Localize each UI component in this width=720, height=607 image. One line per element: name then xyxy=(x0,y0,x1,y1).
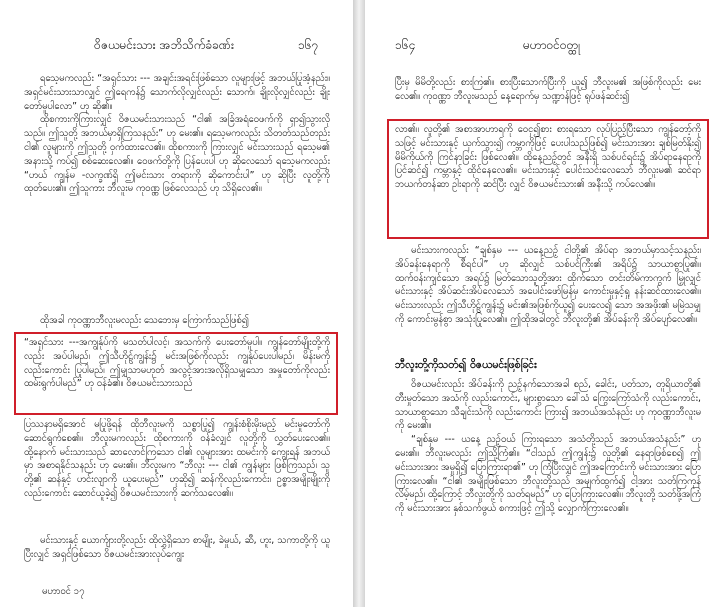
paragraph: ပြဿနာမရှိအောင် မပြုဖို့ရန် ထိုဘီလူးမကို သစ္စာပြု၍ ကျွန်းစံစိုးမိုးမည့် မင်းမှုတော်ကို ဆောင်ရွက်စေ၏။ ဘီလူးမကလည်း ထိုစကားကို ဝန်ခံလျှင် လူတို့ကို လွှတ်ပေးလေ၏။ ထို့နောက် မင်းသားသည် ဆာလောင်ကြသော ငါ၏ လူများအား ထမင်းကို ကျွေးရန် အဘယ်မှာ အစာရနိုင်သနည်း ဟု မေး၏။ ဘီလူးမက “ဘီလူး --- ငါ၏ ကျွန်များ ဖြစ်ကြသည်၊ သူတို့၏ ဆန်နှင့် ဟင်းလျာကို ယူပေးမည်” ဟုဆို၍ ဆန်ကိုလည်းကောင်း၊ ဥစ္စာအမျိုးမျိုးကိုလည်းကောင်း ဆောင်ယူခဲ့၍ ဝိဇယမင်းသားကို ဆက်သလေ၏။ xyxy=(24,419,330,499)
text-block-mid xyxy=(24,418,330,530)
text-block-top xyxy=(395,76,701,118)
highlighted-passage xyxy=(395,123,701,235)
text-block-bottom xyxy=(395,378,701,600)
paragraph: မင်းသားနှင့် ယောက်ျားတို့လည်း ထိုလွှဲရှိသော စာမျိုး, ခဲမှုယ်, ဆီ, ဟူး, သကာတို့ကို ယူပြီးလျှင် အရှင်ဖြစ်သော ဝိဇယမင်းအားလုပ်ကျွေး xyxy=(24,535,330,560)
section-heading: ဘီလူးတို့ကိုသတ်၍ ဝိဇယမင်းဖြစ်ခြင်း xyxy=(395,359,537,371)
paragraph: “ချစ်နှမ --- ယနေ့ ညဉ့်ဝယ် ကြားရသော အသံတို့သည် အဘယ်အသံနည်း” ဟု မေး၏။ ဘီလူးမလည်း ဤသို့ကြံ၏။ “ငါသည် ဤကျွန်း၌ လူတို့၏ နေရာဖြစ်စေ၍ ဤမင်းသားအား အမှုရှိ၍ ပြောကြားရာ၏” ဟု ကြံပြီးလျှင် ဤအကြောင်းကို မင်းသားအား ပြောကြားလေ၏။ “ငါ၏ အမျိုးဖြစ်သော ဘီလူးတို့သည် အမျက်ထွက်၍ ငါ့အား သတ်ကြကုန်လိမ့်မည်၊ ထို့ကြောင့် ဘီလူးတို့ကို သတ်ရမည်” ဟု ပြောကြားလေ၏။ ဘီလူးတို့ သတ်ဖို့အကြံကို မင်းသားအား နှစ်သက်ဖွယ် စကားဖြင့် ဤသို့ လျှောက်ကြားလေ၏။ xyxy=(395,434,701,515)
book-gutter xyxy=(353,0,365,607)
page-footer: မဟာဝင် ၁၇ xyxy=(42,586,85,597)
paragraph: ရသေ့မကလည်း “အရှင်သား --- အချင်းအရင်းဖြစ်သော လူများဖြင့် အဘယ်ပြုအံ့နည်း။ အရှင်မင်းသားသာလျှင် ဤရေကန်၌ သောက်လိုလျှင်လည်း သောက်၊ ချိုးလိုလျှင်လည်း ချိုးတော်မူပါလော” ဟု ဆို၏။ xyxy=(24,73,330,112)
paragraph: ပြီးမှ မိမိတို့လည်း စားကြ၏။ စားပြီးသောက်ပြီးကို ယူ၍ ဘီလူးမ၏ အဖြစ်ကိုလည်း မေးလေ၏။ ကုဝဏ္ဏာ ဘီလူးမသည် နေ့ရောက်မှ သဏ္ဍာန်ဖြင့် ရုပ်ဖန်ဆင်း၍ xyxy=(395,77,701,102)
running-title: ဝိဇယမင်းသား အဘိသိက်ခံခဏ်း xyxy=(94,38,235,52)
paragraph: ထိုစကားကိုကြားလျှင် ဝိဇယမင်းသားသည် “ငါ၏ အခြံအရံဝေဖက်ကို ရှာ၍သွားလိုသည်။ ဤသူတို့ အဘယ်မှာရှိကြသနည်း” ဟု မေး၏။ ရသေ့မကလည်း သိတတ်သည်တည်း ငါ၏ လူများကို ဤသူတို့ ဝှက်ထားလေ၏။ ထိုစကားကို ကြားလျှင် မင်းသားသည် ရသေ့မ၏ အနားသို့ ကပ်၍ စစ်ဆေးလေ၏။ ဝေဖက်တို့ကို ပြန်ပေးပါ ဟု ဆိုလေသော် ရသေ့မကလည်း “ဟယ် ကျွန်မ -လက္ခဏ်ရှိ ဤမင်းသား တရားကို ဆိုကောင်းပါ” ဟု ဆိုပြီး လူတို့ကို ထုတ်ပေး၏။ ဤသူကား ဘီလူးမ ကုဝဏ္ဏ ဖြစ်လေသည် ဟု သိရှိလေ၏။ xyxy=(24,114,330,195)
paragraph: ဝိဇယမင်းလည်း အိပ်ခန်းကို ညဉ့်နက်သောအခါ စည်, ခေါင်း, ပတ်သာ, တူရိယာတို့၏ တီးမှုတ်သော အသံကို လည်းကောင်း, များစွာသော ခေါ်သံ ကြွေးကြော်သံကို လည်းကောင်း, သာယာစွာသော သီချင်းသံကို လည်းကောင်း ကြား၍ အဘယ်အသံနည်း ဟု ကုဝဏ္ဏာဘီလူးမကို မေး၏။ xyxy=(395,379,701,432)
paragraph: “အရှင်သား ---အကျွန်ုပ်ကို မသတ်ပါလင့်၊ အသက်ကို ပေးတော်မူပါ။ ကျွန်တော်မျိုးတို့ကိုလည်း အပ်ပါမည်၊ ဤသီဟိုဠ်ကျွန်း၌ မင်းအဖြစ်ကိုလည်း ကျွန်ုပ်ပေးပါမည်၊ မိန်းမကိုလည်းကောင်း ပြုပါမည်၊ ဤမျှသာမဟုတ် အလွင့်အားအလိုရှိသမျှသော အမှုတော်ကိုလည်း ထမ်းရွက်ပါမည်” ဟု ဝန်ခံ၏။ ဝိဇယမင်းသားသည် xyxy=(24,337,330,390)
running-title: မဟာဝင်ဝတ္ထု xyxy=(523,38,581,52)
left-page xyxy=(0,0,353,607)
paragraph: ထိုအခါ ကုဝဏ္ဏာဘီလူးမလည်း သေဘေးမှ ကြောက်သည်ဖြစ်၍ xyxy=(40,315,249,326)
page-number: ၁၆၇ xyxy=(298,38,319,52)
page-number: ၁၆၄ xyxy=(395,38,416,52)
highlighted-quote xyxy=(24,336,330,412)
text-line xyxy=(24,314,330,330)
text-block-mid xyxy=(395,244,701,352)
paragraph: မင်းသားကလည်း “ချစ်နှမ --- ယနေ့ညဉ့် ငါတို့၏ အိပ်ရာ အဘယ်မှာသင့်သနည်း၊ အိပ်ခန်းနေရာကို စီရင်ပါ” ဟု ဆိုလျှင် သစ်ပင်ကြီး၏ အရိပ်၌ သာယာစွာပြု၏။ ထက်ဝန်းကျင်သော အရပ်၌ မြတ်သောသူတို့အား ထိုက်သော တင်းတိမ်ကာကွက် မြှုလျှင် မင်းသားနှင့် အိပ်ဆင်းအိပ်လေသော် အပေါင်းဖော်မြန်မှ ကောင်းမှုနှင့်ရှု နန်းဆင်ထားလေ၏။ မင်းသားလည်း ဤသီဟိုဠ်ကျွန်း၌ မင်း၏အဖြစ်ကိုယူ၍ ပေးလေ၍ သော အအဖိုး၏ မမြဲသမျှကို ကောင်းမွန်စွာ အသုံးပြုလေ၏။ ဤထိုအခါတွင် ဘီလူးတို့၏ အိပ်ခန်းကို အိပ်ပျော်လေ၏။ xyxy=(395,245,701,325)
text-block-top xyxy=(24,72,330,332)
right-page xyxy=(365,0,720,607)
paragraph: လာ၏။ လူတို့၏ အစာအာဟာရကို ဝေငှ၍စား စားရသော လုပ်ပြည့်ပြီးသော ကျွန်တော့်ကိုသဖြင့် မင်းသားနှင့် ယှက်သွား၍ ကမ္ဘာကိုဖြင့် ပေးပါသည်ဖြစ်၍ မင်းသားအား ချစ်မြတ်နိုး၍ မိမိကိုယ်ကို ကြင်နာခြင်း ဖြစ်လေ၏။ ထိုနေ့ညဉ့်တွင် အနီးရှိ သစ်ပင်ရင်း၌ အိပ်ရာနေရာကို ပြင်ဆင်၍ ကမ္ဘာနှင့် ထိုင်နေလေ၏။ မင်းသားနှင့် ပေါင်းသင်းလေသော် ဘီလူးမ၏ ဆင်ရာ ဘယက်တန်ဆာ ဥါးရာကို ဆင်ပြီး လျှင် ဝိဇယမင်းသား၏ အနီးသို့ ကပ်လေ၏။ xyxy=(395,124,701,191)
text-block-bottom xyxy=(24,534,330,576)
